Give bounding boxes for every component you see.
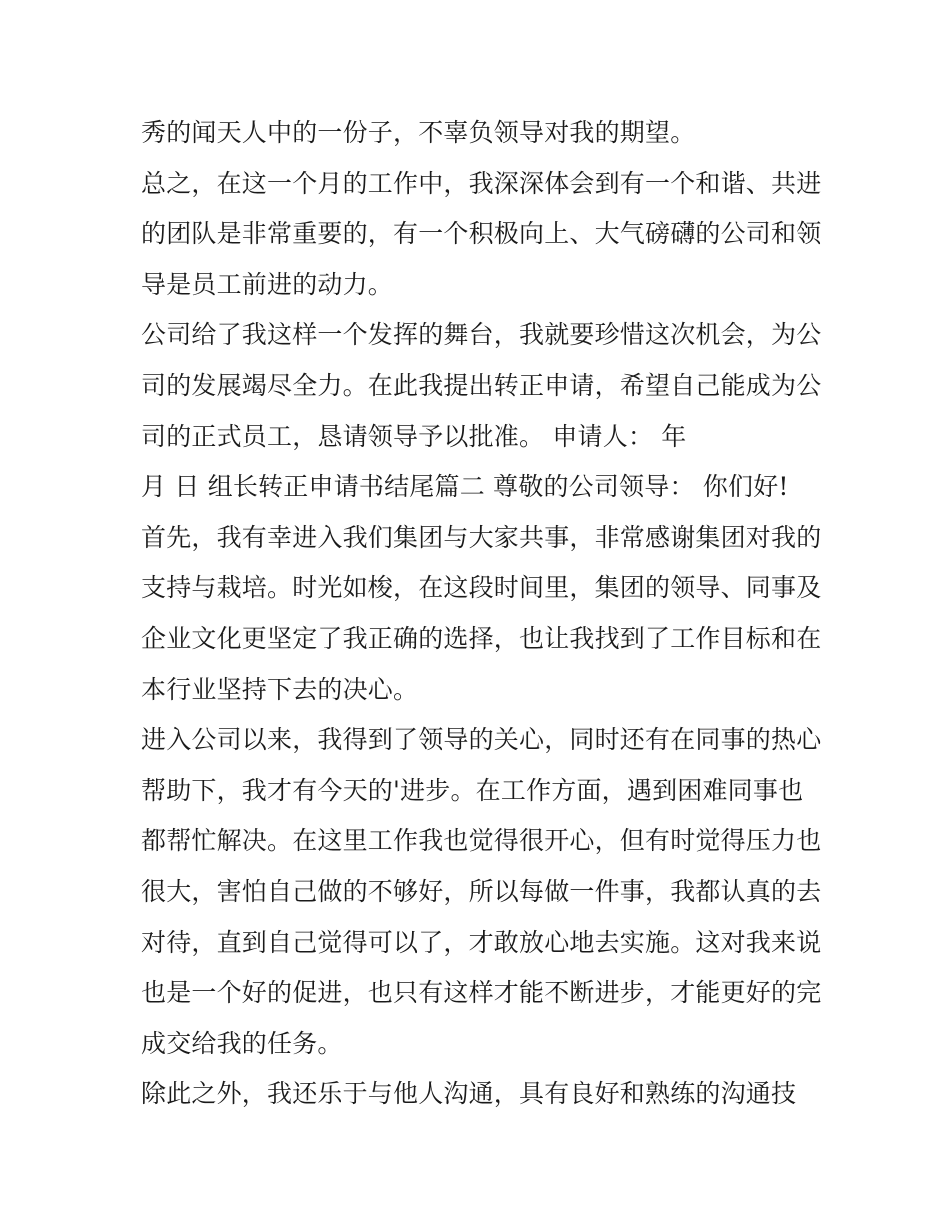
text-line: 也是一个好的促进，也只有这样才能不断进步，才能更好的完 — [141, 978, 822, 1008]
text-line: 月 日 组长转正申请书结尾篇二 尊敬的公司领导： 你们好! — [141, 472, 789, 502]
text-line: 秀的闻天人中的一份子，不辜负领导对我的期望。 — [141, 118, 696, 147]
text-line: 导是员工前进的动力。 — [141, 269, 394, 299]
text-line: 司的正式员工，恳请领导予以批准。 申请人： 年 — [141, 421, 687, 451]
text-line: 公司给了我这样一个发挥的舞台，我就要珍惜这次机会，为公 — [141, 320, 822, 350]
text-line: 帮助下，我才有今天的'进步。在工作方面，遇到困难同事也 — [141, 775, 804, 805]
text-line: 总之，在这一个月的工作中，我深深体会到有一个和谐、共进 — [141, 168, 822, 198]
text-line: 本行业坚持下去的决心。 — [141, 674, 419, 704]
text-line: 对待，直到自己觉得可以了，才敢放心地去实施。这对我来说 — [141, 927, 822, 957]
text-line: 企业文化更坚定了我正确的选择，也让我找到了工作目标和在 — [141, 623, 822, 653]
text-line: 支持与栽培。时光如梭，在这段时间里，集团的领导、同事及 — [141, 573, 822, 603]
text-line: 成交给我的任务。 — [141, 1028, 343, 1058]
text-line: 首先，我有幸进入我们集团与大家共事，非常感谢集团对我的 — [141, 522, 822, 552]
text-line: 司的发展竭尽全力。在此我提出转正申请，希望自己能成为公 — [141, 370, 822, 400]
text-line: 很大，害怕自己做的不够好，所以每做一件事，我都认真的去 — [141, 876, 822, 906]
text-line: 的团队是非常重要的，有一个积极向上、大气磅礴的公司和领 — [141, 219, 822, 249]
text-line: 进入公司以来，我得到了领导的关心，同时还有在同事的热心 — [141, 725, 822, 755]
text-line: 都帮忙解决。在这里工作我也觉得很开心，但有时觉得压力也 — [141, 826, 822, 856]
text-line: 除此之外，我还乐于与他人沟通，具有良好和熟练的沟通技 — [141, 1079, 797, 1109]
body-text — [141, 108, 831, 1120]
